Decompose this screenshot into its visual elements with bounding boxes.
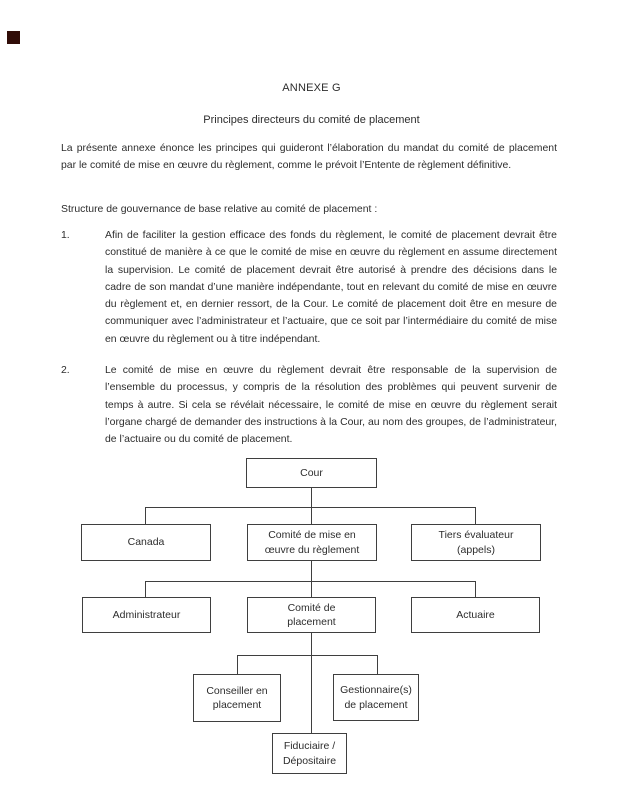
org-node-actuaire-label: Actuaire xyxy=(456,608,495,621)
org-node-canada xyxy=(81,524,211,561)
list-item-2-text: Le comité de mise en œuvre du règlement devrait être responsable de la supervision de l’ensemble du processus, y compris de la résolution des problèmes qui peuvent survenir de temps à autre. Si cela se révélait nécessaire, le comité de mise en œuvre du règlement serait l’organe chargé de demander des instructions à la Cour, au nom des groupes, de l’administrateur, de l’actuaire ou du comité de placement. xyxy=(105,365,557,446)
section-heading: Structure de gouvernance de base relative au comité de placement : xyxy=(61,204,378,215)
org-node-canada-label: Canada xyxy=(127,536,165,549)
connector-drop-conseiller xyxy=(237,655,238,674)
page-subtitle: Principes directeurs du comité de placement xyxy=(203,114,420,126)
connector-drop-actuaire xyxy=(475,581,476,597)
connector-cmor-down xyxy=(311,561,312,581)
org-node-conseiller xyxy=(193,674,281,722)
connector-drop-administrateur xyxy=(145,581,146,597)
page-title: ANNEXE G xyxy=(282,82,341,94)
org-node-tiers-evaluateur-label: Tiers évaluateur (appels) xyxy=(438,529,514,556)
org-node-fiduciaire-label: Fiduciaire / Dépositaire xyxy=(282,740,337,767)
org-node-actuaire xyxy=(411,597,540,633)
connector-row4-horizontal xyxy=(237,655,378,656)
org-node-comite-mise-en-oeuvre xyxy=(247,524,377,561)
org-node-cour xyxy=(246,458,377,488)
connector-cour-down xyxy=(311,488,312,507)
org-node-administrateur xyxy=(82,597,211,633)
connector-drop-canada xyxy=(145,507,146,524)
org-node-comite-placement xyxy=(247,597,376,633)
org-node-fiduciaire xyxy=(272,733,347,774)
org-node-comite-mise-en-oeuvre-label: Comité de mise en œuvre du règlement xyxy=(264,529,360,556)
list-item-2-number: 2. xyxy=(61,365,70,376)
org-node-comite-placement-label: Comité de placement xyxy=(287,601,336,628)
connector-cplac-down xyxy=(311,633,312,733)
intro-paragraph: La présente annexe énonce les principes qui guideront l’élaboration du mandat du comité de placement par le comité de mise en œuvre du règlement, comme le prévoit l’Entente de règlement définitive. xyxy=(61,143,557,172)
org-node-conseiller-label: Conseiller en placement xyxy=(206,684,268,711)
list-item-1-text: Afin de faciliter la gestion efficace des fonds du règlement, le comité de placement devrait être constitué de manière à ce que le comité de mise en œuvre du règlement en assume directement la supervision. Le comité de placement devrait être autorisé à prendre des décisions dans le cadre de son mandat d’une manière indépendante, tout en relevant du comité de mise en œuvre du règlement et, en dernier ressort, de la Cour. Le comité de placement doit être en mesure de communiquer avec l’administrateur et l’actuaire, que ce soit par l’intermédiaire du comité de mise en œuvre du règlement ou à titre indépendant. xyxy=(105,230,557,345)
connector-drop-cmor xyxy=(311,507,312,524)
org-node-cour-label: Cour xyxy=(300,466,323,479)
org-node-gestionnaire-label: Gestionnaire(s) de placement xyxy=(340,684,412,711)
connector-drop-tiers xyxy=(475,507,476,524)
connector-drop-gestionnaire xyxy=(377,655,378,674)
corner-mark xyxy=(7,31,20,44)
org-node-administrateur-label: Administrateur xyxy=(112,608,181,621)
connector-drop-comite-placement xyxy=(311,581,312,597)
list-item-1-number: 1. xyxy=(61,230,70,241)
org-node-gestionnaire xyxy=(333,674,419,721)
org-node-tiers-evaluateur xyxy=(411,524,541,561)
